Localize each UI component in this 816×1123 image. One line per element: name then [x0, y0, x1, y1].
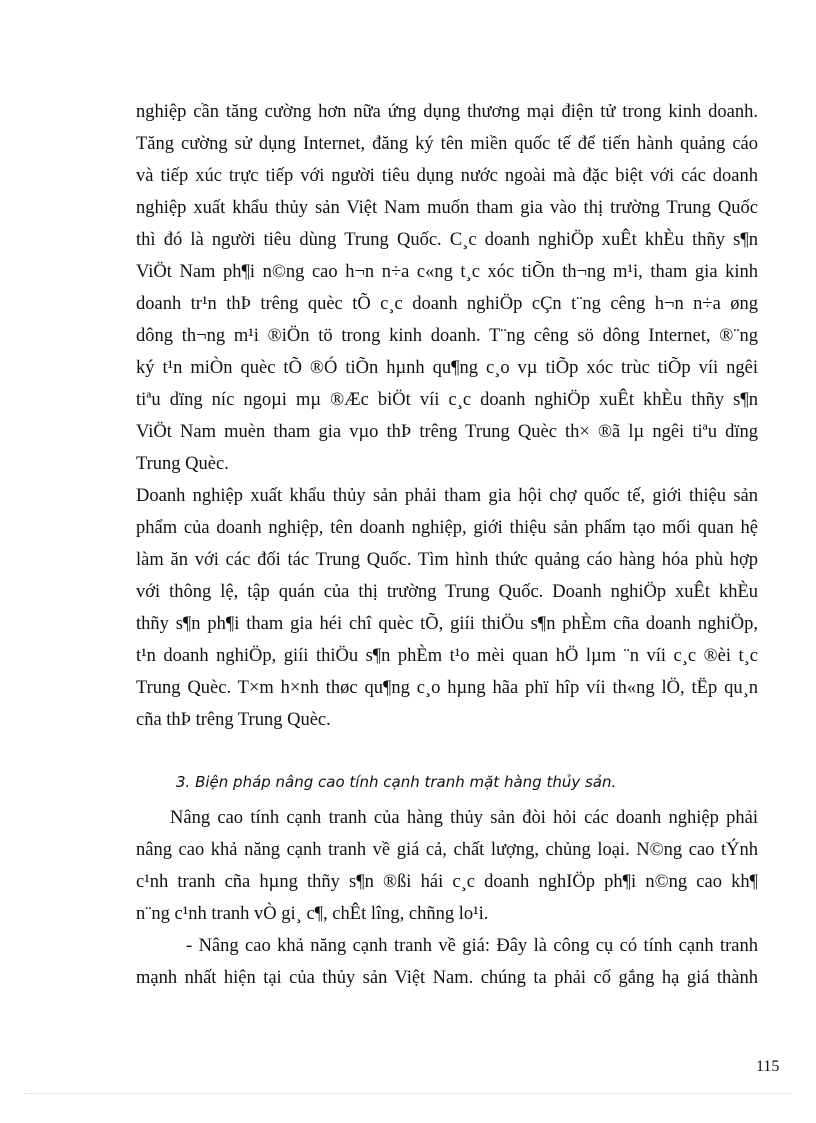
- body-text-line: phẩm của doanh nghiệp, tên doanh nghiệp, giới thiệu sản phẩm tạo mối quan hệ: [136, 518, 758, 538]
- body-text-line: ký t¹n miÒn quèc tÕ ®Ó tiÕn hµnh qu¶ng c¸o vµ tiÕp xóc trùc tiÕp víi ngêi: [136, 358, 758, 378]
- body-text-line: ViÖt Nam ph¶i n©ng cao h¬n n÷a c«ng t¸c xóc tiÕn th¬ng m¹i, tham gia kinh: [136, 262, 758, 282]
- body-text-line: thì đó là người tiêu dùng Trung Quốc. C¸c doanh nghiÖp xuÊt khÈu thñy s¶n: [136, 230, 758, 250]
- body-text-line: Tăng cường sử dụng Internet, đăng ký tên miền quốc tế để tiến hành quảng cáo: [136, 134, 758, 154]
- body-text-line: nâng cao khả năng cạnh tranh về giá cả, chất lượng, chủng loại. N©ng cao tÝnh: [136, 840, 758, 860]
- body-text-line: ViÖt Nam muèn tham gia vµo thÞ trêng Trung Quèc th× ®ã lµ ngêi tiªu dïng: [136, 422, 758, 442]
- section-heading: 3. Biện pháp nâng cao tính cạnh tranh mặt hàng thủy sản.: [176, 773, 617, 791]
- body-text-line: doanh tr¹n thÞ trêng quèc tÕ c¸c doanh nghiÖp cÇn t¨ng cêng h¬n n÷a øng: [136, 294, 758, 314]
- footer-divider: [24, 1093, 792, 1094]
- body-text-line: mạnh nhất hiện tại của thủy sản Việt Nam. chúng ta phải cố gắng hạ giá thành: [136, 968, 758, 988]
- body-text-line: - Nâng cao khả năng cạnh tranh về giá: Đây là công cụ có tính cạnh tranh: [186, 936, 758, 956]
- body-text-line: dông th¬ng m¹i ®iÖn tö trong kinh doanh. T¨ng cêng sö dông Internet, ®¨ng: [136, 326, 758, 346]
- body-text-line: Trung Quèc.: [136, 454, 229, 474]
- body-text-line: nghiệp cần tăng cường hơn nữa ứng dụng thương mại điện tử trong kinh doanh.: [136, 102, 758, 122]
- body-text-line: Doanh nghiệp xuất khẩu thủy sản phải tham gia hội chợ quốc tế, giới thiệu sản: [136, 486, 758, 506]
- body-text-line: c¹nh tranh cña hµng thñy s¶n ®ßi hái c¸c doanh nghIÖp ph¶i n©ng cao kh¶: [136, 872, 758, 892]
- body-text-line: và tiếp xúc trực tiếp với người tiêu dụng nước ngoài mà đặc biệt với các doanh: [136, 166, 758, 186]
- body-text-line: cña thÞ trêng Trung Quèc.: [136, 710, 331, 730]
- body-text-line: nghiệp xuất khẩu thủy sản Việt Nam muốn tham gia vào thị trường Trung Quốc: [136, 198, 758, 218]
- body-text-line: tiªu dïng níc ngoµi mµ ®Æc biÖt víi c¸c doanh nghiÖp xuÊt khÈu thñy s¶n: [136, 390, 758, 410]
- body-text-line: n¨ng c¹nh tranh vÒ gi¸ c¶, chÊt lîng, chñng lo¹i.: [136, 904, 489, 924]
- body-text-line: Trung Quèc. T×m h×nh thøc qu¶ng c¸o hµng hãa phï hîp víi th«ng lÖ, tËp qu¸n: [136, 678, 758, 698]
- body-text-line: t¹n doanh nghiÖp, giíi thiÖu s¶n phÈm t¹o mèi quan hÖ lµm ¨n víi c¸c ®èi t¸c: [136, 646, 758, 666]
- page-number: 115: [756, 1058, 780, 1075]
- body-text-line: với thông lệ, tập quán của thị trường Trung Quốc. Doanh nghiÖp xuÊt khÈu: [136, 582, 758, 602]
- body-text-line: thñy s¶n ph¶i tham gia héi chî quèc tÕ, giíi thiÖu s¶n phÈm cña doanh nghiÖp,: [136, 614, 758, 634]
- body-text-line: Nâng cao tính cạnh tranh của hàng thủy sản đòi hỏi các doanh nghiệp phải: [170, 808, 758, 828]
- body-text-line: làm ăn với các đối tác Trung Quốc. Tìm hình thức quảng cáo hàng hóa phù hợp: [136, 550, 758, 570]
